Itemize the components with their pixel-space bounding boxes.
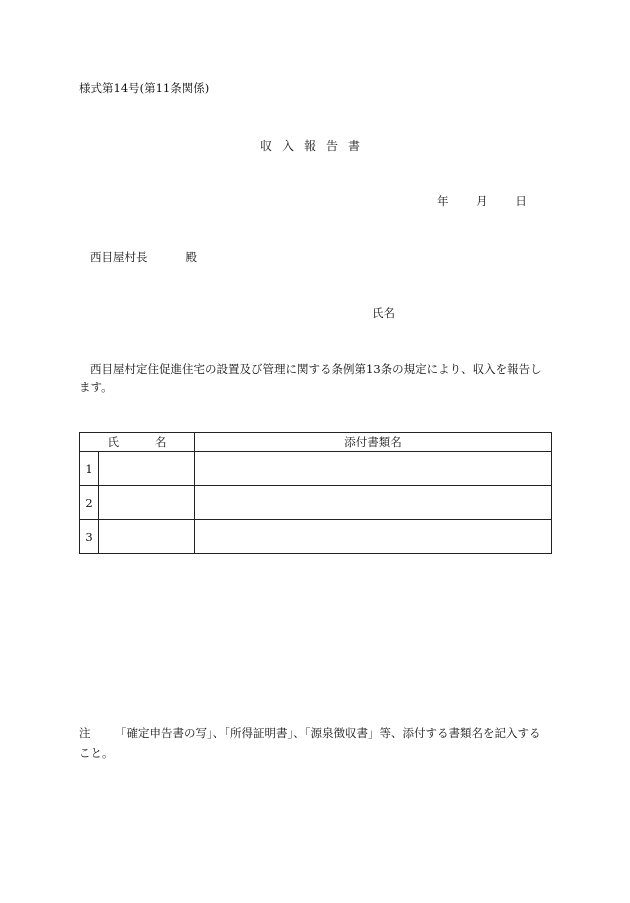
form-number: 様式第14号(第11条関係): [79, 81, 210, 95]
name-cell[interactable]: [99, 486, 195, 520]
row-number: 3: [80, 520, 99, 554]
date-line: [437, 193, 527, 209]
attachment-cell[interactable]: [195, 452, 552, 486]
footnote-text: 「確定申告書の写」、「所得証明書」、「源泉徴収書」等、添付する書類名を記入すること。: [79, 726, 541, 760]
addressee-honorific: 殿: [185, 250, 197, 264]
name-header-part1: 氏: [107, 435, 119, 449]
name-header-part2: 名: [155, 435, 167, 449]
attachment-table: [79, 432, 552, 554]
footnote: [79, 723, 551, 763]
name-column-header: [80, 433, 195, 452]
attachment-cell[interactable]: [195, 486, 552, 520]
addressee-line: [90, 249, 197, 265]
date-month-label: 月: [476, 194, 488, 208]
body-paragraph: 西目屋村定住促進住宅の設置及び管理に関する条例第13条の規定により、収入を報告します。: [79, 362, 542, 394]
row-number: 1: [80, 452, 99, 486]
table-row: [80, 452, 552, 486]
name-cell[interactable]: [99, 520, 195, 554]
signer-name-label: 氏名: [372, 306, 395, 320]
attachment-cell[interactable]: [195, 520, 552, 554]
table-header-row: [80, 433, 552, 452]
date-year-label: 年: [437, 194, 449, 208]
row-number: 2: [80, 486, 99, 520]
document-title: 収入報告書: [259, 139, 370, 153]
table-row: [80, 486, 552, 520]
name-cell[interactable]: [99, 452, 195, 486]
date-day-label: 日: [515, 194, 527, 208]
attachment-column-header: 添付書類名: [195, 433, 552, 452]
footnote-label: 注: [79, 726, 91, 740]
table-row: [80, 520, 552, 554]
addressee-name: 西目屋村長: [90, 250, 148, 264]
